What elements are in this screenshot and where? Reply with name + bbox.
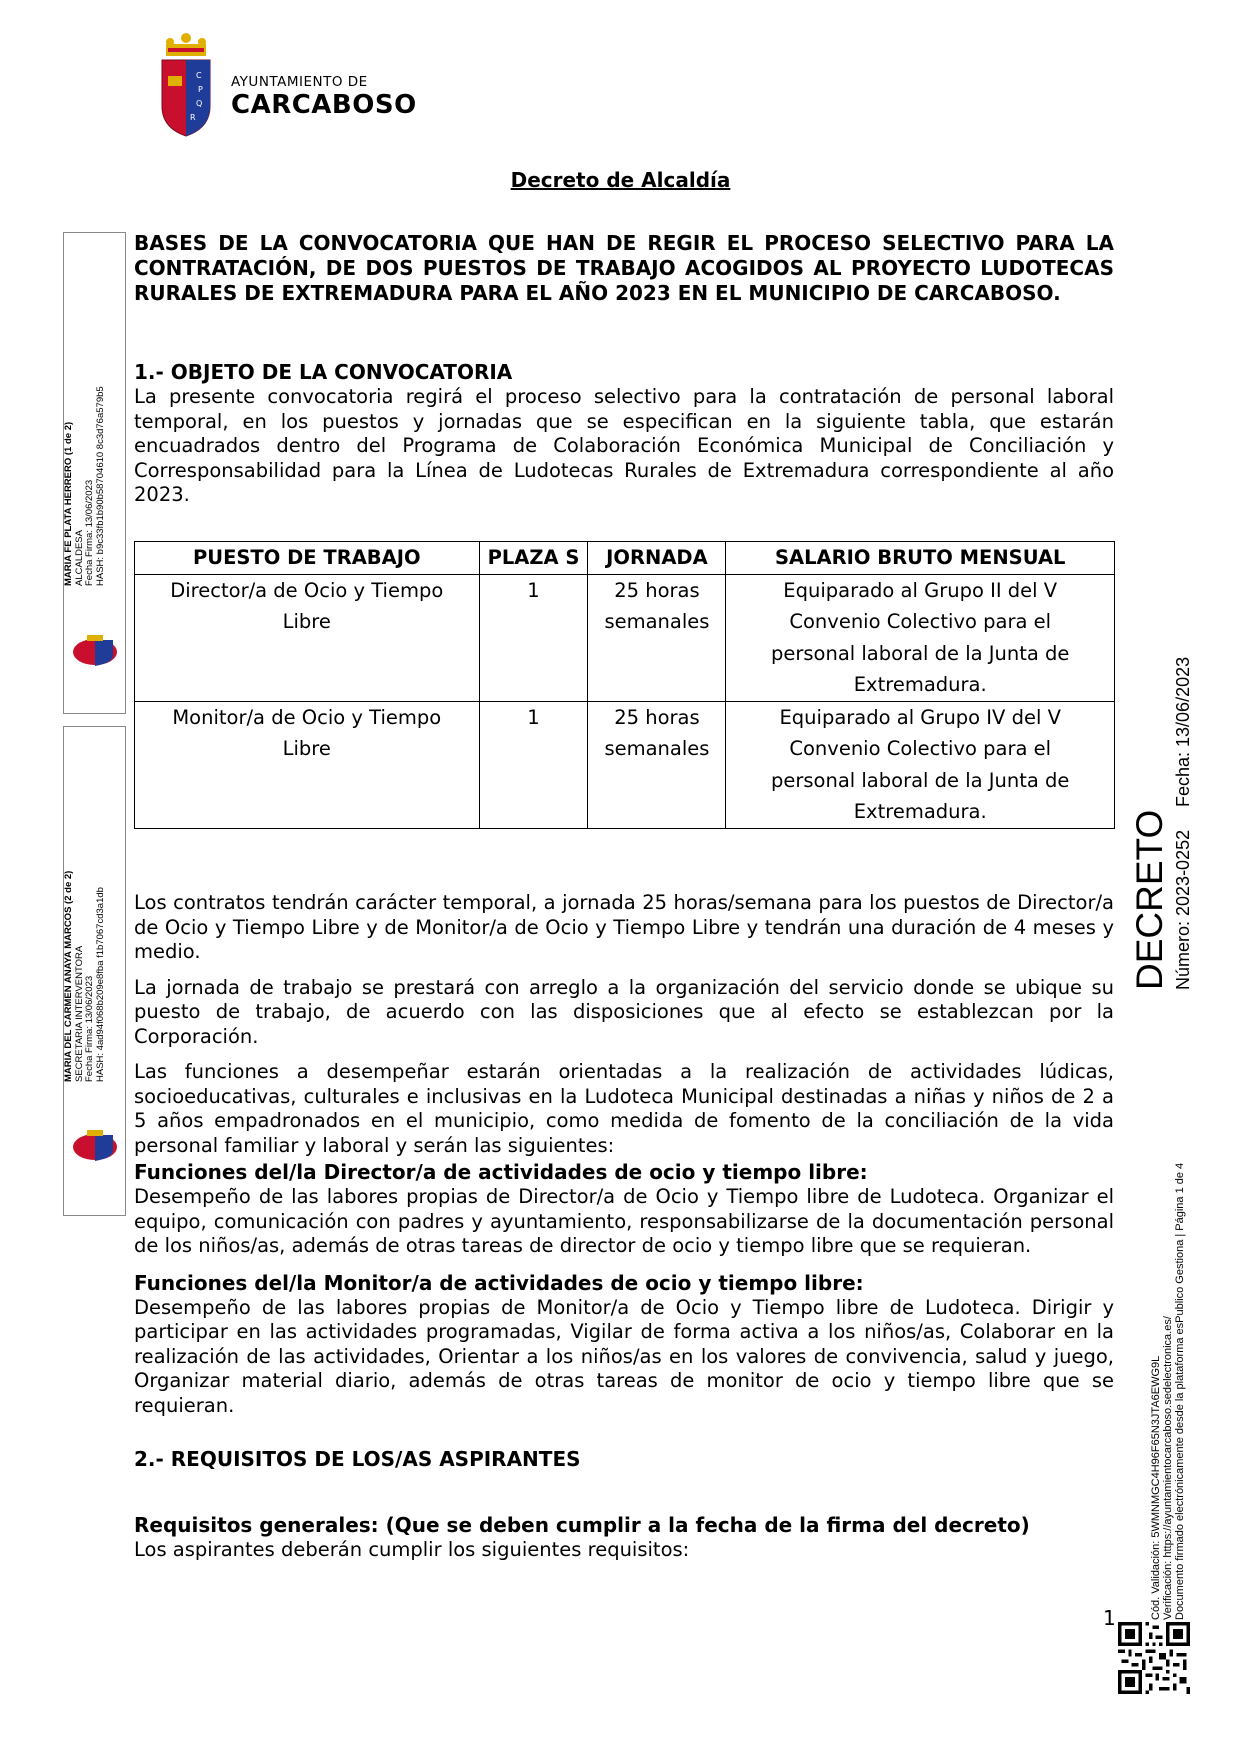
signature-seal-icon bbox=[70, 633, 120, 667]
paragraph-jornada: La jornada de trabajo se prestará con arreglo a la organización del servicio donde se ubique su puesto de trabajo, de acuerdo con las disposiciones que al efecto se establezcan por la Corporación. bbox=[134, 975, 1114, 1048]
table-row bbox=[135, 701, 1115, 828]
section1-intro: La presente convocatoria regirá el proceso selectivo para la contratación de personal laboral temporal, en los puestos y jornadas que se especifican en la siguiente tabla, que estarán encuadrados dentro del Programa de Colaboración Económica Municipal de Conciliación y Corresponsabilidad para la Línea de Ludotecas Rurales de Extremadura correspondiente al año 2023. bbox=[134, 385, 1114, 506]
signature-text-1 bbox=[64, 386, 106, 586]
signature-text-2 bbox=[64, 871, 106, 1082]
positions-table bbox=[134, 541, 1115, 829]
page-title: Decreto de Alcaldía bbox=[510, 168, 731, 192]
director-functions-text: Desempeño de las labores propias de Director/a de Ocio y Tiempo libre de Ludoteca. Organizar el equipo, comunicación con padres y ayuntamiento, responsabilizarse de la documentación personal de los niños/as, además de otras tareas de director de ocio y tiempo libre que se requieran. bbox=[134, 1185, 1114, 1257]
svg-text:C: C bbox=[196, 71, 202, 80]
org-name-line2: CARCABOSO bbox=[231, 90, 417, 120]
signer-role: ALCALDESA bbox=[73, 530, 85, 586]
esignature-note: Documento firmado electrónicamente desde la plataforma esPublico Gestiona | Página 1 de 4 bbox=[1174, 1162, 1186, 1620]
paragraph-funciones: Las funciones a desempeñar estarán orientadas a la realización de actividades lúdicas, socioeducativas, culturales e inclusivas en la Ludoteca Municipal destinadas a niñas y niños de 2 a 5 años empadronados en el municipio, como medida de fomento de la conciliación de la vida personal familiar y laboral y serán las siguientes: bbox=[134, 1060, 1114, 1157]
org-name-line1: AYUNTAMIENTO DE bbox=[231, 74, 368, 90]
table-row bbox=[135, 574, 1115, 701]
verification-url: Verificación: https://ayuntamientocarcaboso.sedelectronica.es/ bbox=[1162, 1316, 1174, 1620]
table-cell: 1 bbox=[479, 701, 588, 828]
decreto-stamp: DECRETO bbox=[1129, 809, 1170, 990]
svg-text:P: P bbox=[198, 85, 203, 94]
section2-heading: 2.- REQUISITOS DE LOS/AS ASPIRANTES bbox=[134, 1447, 581, 1471]
monitor-functions-heading: Funciones del/la Monitor/a de actividades de ocio y tiempo libre: bbox=[134, 1270, 864, 1295]
qr-code-icon bbox=[1118, 1622, 1190, 1694]
table-cell: Equiparado al Grupo II del V Convenio Colectivo para el personal laboral de la Junta de Extremadura. bbox=[726, 574, 1115, 701]
director-functions-heading: Funciones del/la Director/a de actividades de ocio y tiempo libre: bbox=[134, 1160, 868, 1184]
table-header-row bbox=[135, 542, 1115, 575]
table-header-cell: PUESTO DE TRABAJO bbox=[135, 542, 480, 575]
signer-name: MARIA DEL CARMEN ANAYA MARCOS (2 de 2) bbox=[63, 870, 74, 1082]
signature-seal-icon bbox=[70, 1128, 120, 1162]
signature-hash: HASH: 4ad94f068b209e8fba f1b7067cd3a1db bbox=[94, 887, 106, 1082]
signature-hash: HASH: b9c33fb1b90b58704610 8c3d76a579b5 bbox=[94, 386, 106, 586]
requirements-subheading: Requisitos generales: (Que se deben cumplir a la fecha de la firma del decreto) bbox=[134, 1513, 1030, 1537]
validation-strip bbox=[1150, 1163, 1186, 1620]
table-cell: Monitor/a de Ocio y Tiempo Libre bbox=[135, 701, 480, 828]
table-cell: 25 horas semanales bbox=[588, 701, 726, 828]
coat-of-arms-icon bbox=[156, 30, 216, 142]
page-number: 1 bbox=[1103, 1606, 1116, 1630]
decree-date: Fecha: 13/06/2023 bbox=[1173, 656, 1193, 807]
table-cell: 1 bbox=[479, 574, 588, 701]
bases-title: BASES DE LA CONVOCATORIA QUE HAN DE REGIR EL PROCESO SELECTIVO PARA LA CONTRATACIÓN, DE DOS PUESTOS DE TRABAJO ACOGIDOS AL PROYECTO LUDOTECAS RURALES DE EXTREMADURA PARA EL AÑO 2023 EN EL MUNICIPIO DE CARCABOSO. bbox=[134, 231, 1114, 305]
requirements-text: Los aspirantes deberán cumplir los siguientes requisitos: bbox=[134, 1538, 690, 1561]
table-header-cell: SALARIO BRUTO MENSUAL bbox=[726, 542, 1115, 575]
municipal-logo bbox=[148, 30, 417, 142]
svg-text:Q: Q bbox=[196, 99, 203, 108]
monitor-functions-text: Desempeño de las labores propias de Monitor/a de Ocio y Tiempo libre de Ludoteca. Dirigir y participar en las actividades programadas, Vigilar de forma activa a los niños/as, Colaborar en la realización de las actividades, Orientar a los niños/as en los valores de convivencia, salud y juego, Organizar material diario, además de otras tareas de monitor de ocio y tiempo libre que se requieran. bbox=[134, 1295, 1114, 1417]
table-cell: 25 horas semanales bbox=[588, 574, 726, 701]
signer-name: MARIA FE PLATA HERRERO (1 de 2) bbox=[63, 421, 74, 586]
table-cell: Director/a de Ocio y Tiempo Libre bbox=[135, 574, 480, 701]
table-cell: Equiparado al Grupo IV del V Convenio Colectivo para el personal laboral de la Junta de Extremadura. bbox=[726, 701, 1115, 828]
paragraph-contratos: Los contratos tendrán carácter temporal, a jornada 25 horas/semana para los puestos de Director/a de Ocio y Tiempo Libre y de Monitor/a de Ocio y Tiempo Libre y tendrán una duración de 4 meses y medio. bbox=[134, 891, 1114, 963]
section1-heading: 1.- OBJETO DE LA CONVOCATORIA bbox=[134, 360, 513, 384]
svg-text:R: R bbox=[190, 113, 196, 122]
decree-number: Número: 2023-0252 bbox=[1173, 829, 1193, 990]
validation-code: Cód. Validación: 5WMNMGC4H96F65N3JTA6EWG9L bbox=[1150, 1355, 1162, 1620]
signer-role: SECRETARIA INTERVENTORA bbox=[73, 945, 85, 1082]
signature-date: Fecha Firma: 13/06/2023 bbox=[84, 479, 95, 586]
table-header-cell: PLAZA S bbox=[479, 542, 588, 575]
signature-date: Fecha Firma: 13/06/2023 bbox=[84, 975, 95, 1082]
table-header-cell: JORNADA bbox=[588, 542, 726, 575]
